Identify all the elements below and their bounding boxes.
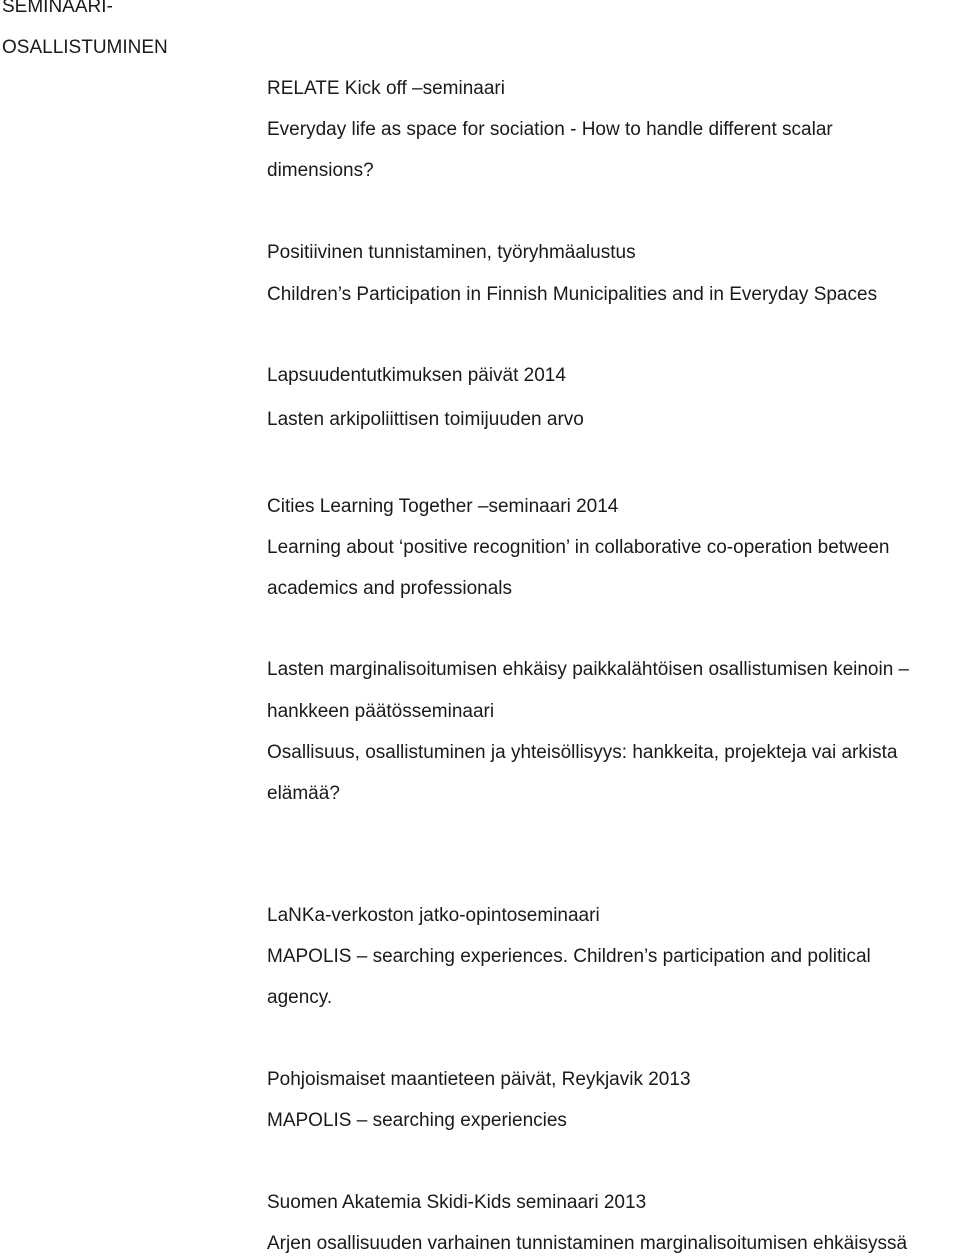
- event-name: Positiivinen tunnistaminen, työryhmäalustus: [267, 242, 636, 263]
- event-name-cont: hankkeen päätösseminaari: [267, 701, 495, 722]
- presentation-title-cont: dimensions?: [267, 160, 374, 181]
- presentation-title-cont: academics and professionals: [267, 578, 513, 599]
- presentation-title: Osallisuus, osallistuminen ja yhteisöllisyys: hankkeita, projekteja vai arkista: [267, 742, 898, 763]
- section-heading-line-1: SEMINAARI-: [2, 0, 113, 17]
- presentation-title: MAPOLIS – searching experiencies: [267, 1110, 567, 1131]
- event-name: Lapsuudentutkimuksen päivät 2014: [267, 365, 566, 386]
- event-name: LaNKa-verkoston jatko-opintoseminaari: [267, 905, 600, 926]
- presentation-title: Lasten arkipoliittisen toimijuuden arvo: [267, 409, 584, 430]
- presentation-title: Everyday life as space for sociation - How to handle different scalar: [267, 119, 833, 140]
- presentation-title-cont: elämää?: [267, 783, 340, 804]
- presentation-title: Learning about ‘positive recognition’ in collaborative co-operation between: [267, 537, 890, 558]
- presentation-title: Children’s Participation in Finnish Municipalities and in Everyday Spaces: [267, 284, 878, 305]
- presentation-title: MAPOLIS – searching experiences. Children’s participation and political: [267, 946, 871, 967]
- section-heading-line-2: OSALLISTUMINEN: [2, 37, 168, 58]
- event-name: Cities Learning Together –seminaari 2014: [267, 496, 619, 517]
- event-name: Pohjoismaiset maantieteen päivät, Reykjavik 2013: [267, 1069, 691, 1090]
- presentation-title-cont: agency.: [267, 987, 333, 1008]
- event-name: Suomen Akatemia Skidi-Kids seminaari 2013: [267, 1192, 647, 1213]
- event-name: Lasten marginalisoitumisen ehkäisy paikkalähtöisen osallistumisen keinoin –: [267, 659, 910, 680]
- event-name: RELATE Kick off –seminaari: [267, 78, 505, 99]
- presentation-title: Arjen osallisuuden varhainen tunnistaminen marginalisoitumisen ehkäisyssä: [267, 1233, 908, 1254]
